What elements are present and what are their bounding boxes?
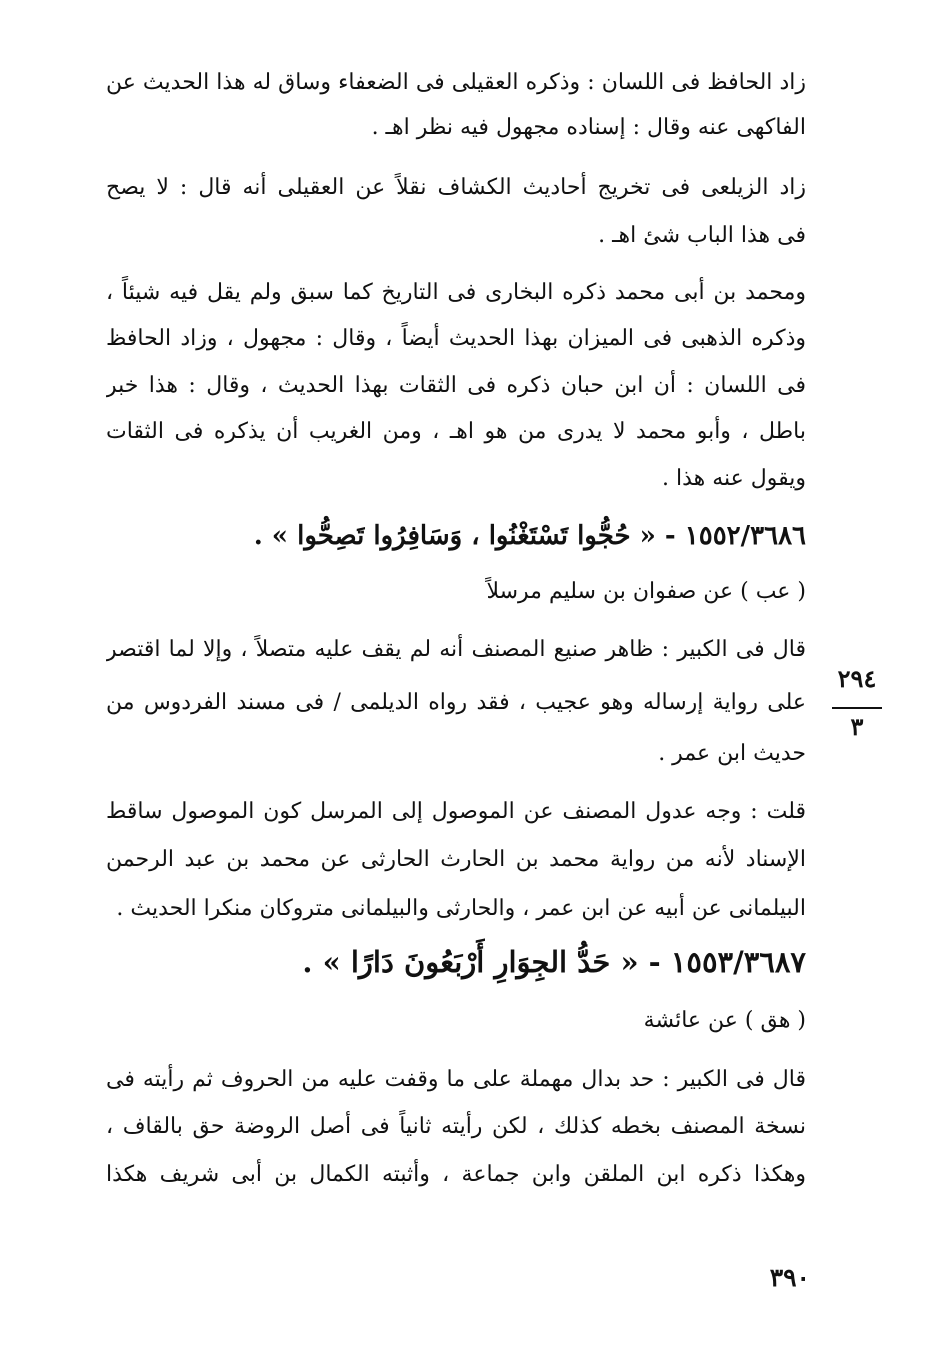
text-line: زاد الزيلعى فى تخريج أحاديث الكشاف نقلاً عن العقيلى أنه قال : لا يصح <box>106 175 806 200</box>
text-line: فى اللسان : أن ابن حبان ذكره فى الثقات بهذا الحديث ، وقال : هذا خبر <box>106 373 806 398</box>
text-line: حديث ابن عمر . <box>658 741 806 766</box>
hadith-source: ( عب ) عن صفوان بن سليم مرسلاً <box>486 579 806 604</box>
text-line: الفاكهى عنه وقال : إسناده مجهول فيه نظر اهـ . <box>371 115 806 140</box>
text-line: قال فى الكبير : حد بدال مهملة على ما وقفت عليه من الحروف ثم رأيته فى <box>106 1067 806 1092</box>
text-line: نسخة المصنف بخطه كذلك ، لكن رأيته ثانياً فى أصل الروضة حق بالقاف ، <box>106 1114 806 1139</box>
text-line: على رواية إرساله وهو عجيب ، فقد رواه الديلمى / فى مسند الفردوس من <box>106 690 806 715</box>
text-line: قلت : وجه عدول المصنف عن الموصول إلى المرسل كون الموصول ساقط <box>106 799 806 824</box>
margin-divider <box>832 707 882 709</box>
hadith-source: ( هق ) عن عائشة <box>643 1008 806 1033</box>
hadith-entry: ١٥٥٣/٣٦٨٧ - « حَدُّ الجِوَارِ أَرْبَعُونَ دَارًا » . <box>302 945 806 979</box>
page-number: ٣٩٠ <box>769 1263 810 1292</box>
text-line: ومحمد بن أبى محمد ذكره البخارى فى التاريخ كما سبق ولم يقل فيه شيئاً ، <box>106 280 806 305</box>
text-line: فى هذا الباب شئ اهـ . <box>598 223 806 248</box>
text-line: الإسناد لأنه من رواية محمد بن الحارث الحارثى عن محمد بن عبد الرحمن <box>106 847 806 872</box>
text-line: باطل ، وأبو محمد لا يدرى من هو اهـ ، ومن الغريب أن يذكره فى الثقات <box>106 419 806 444</box>
text-line: البيلمانى عن أبيه عن ابن عمر ، والحارثى والبيلمانى متروكان منكرا الحديث . <box>116 896 806 921</box>
text-line: قال فى الكبير : ظاهر صنيع المصنف أنه لم يقف عليه متصلاً ، وإلا لما اقتصر <box>106 637 806 662</box>
text-line: ويقول عنه هذا . <box>661 466 806 491</box>
hadith-entry: ١٥٥٢/٣٦٨٦ - « حُجُّوا تَسْتَغْنُوا ، وَسَافِرُوا تَصِحُّوا » . <box>253 521 806 551</box>
text-line: زاد الحافظ فى اللسان : وذكره العقيلى فى الضعفاء وساق له هذا الحديث عن <box>106 70 806 95</box>
margin-part-reference: ٣ <box>850 712 864 741</box>
text-line: وهكذا ذكره ابن الملقن وابن جماعة ، وأثبته الكمال بن أبى شريف هكذا <box>106 1162 806 1187</box>
margin-page-reference: ٢٩٤ <box>837 664 877 693</box>
text-line: وذكره الذهبى فى الميزان بهذا الحديث أيضاً ، وقال : مجهول ، وزاد الحافظ <box>106 326 806 351</box>
